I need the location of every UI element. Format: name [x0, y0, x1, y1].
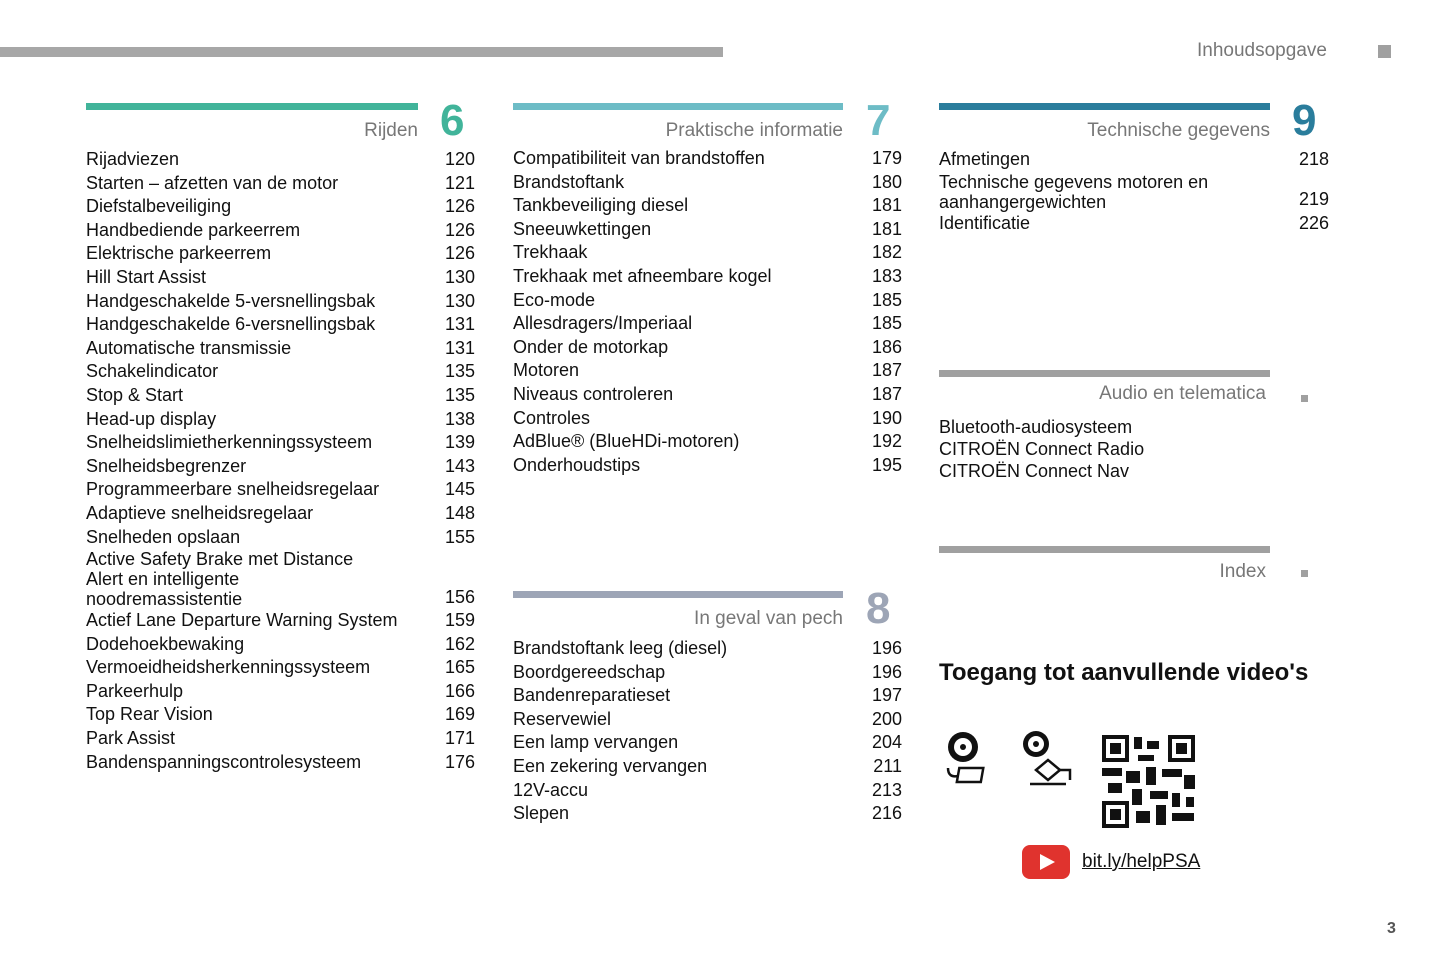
- toc-entry-page: 169: [444, 704, 475, 725]
- qr-code[interactable]: [1102, 735, 1195, 828]
- toc-entry[interactable]: [513, 802, 902, 826]
- toc-entry-title: Dodehoekbewaking: [86, 633, 245, 654]
- toc-entry-title: Bandenreparatieset: [513, 685, 671, 706]
- toc-entry[interactable]: [939, 148, 1329, 172]
- section-title: In geval van pech: [694, 608, 843, 629]
- toc-entry[interactable]: [513, 708, 902, 732]
- toc-entry[interactable]: [513, 684, 902, 708]
- toc-entry-title: Head-up display: [86, 408, 217, 429]
- toc-entry-page: 190: [871, 407, 902, 428]
- section-title: Index: [1219, 561, 1266, 582]
- section-title: Technische gegevens: [1087, 120, 1270, 141]
- toc-entry-page: 126: [444, 196, 475, 217]
- section-title: Praktische informatie: [665, 120, 843, 141]
- toc-entry[interactable]: [513, 218, 902, 242]
- toc-entry-page: 180: [871, 171, 902, 192]
- toc-entry[interactable]: [86, 549, 475, 609]
- toc-entry-title: CITROËN Connect Nav: [939, 461, 1130, 481]
- toc-entry-page: 143: [444, 455, 475, 476]
- toc-entry[interactable]: [939, 212, 1329, 236]
- toc-entry-title: Allesdragers/Imperiaal: [513, 313, 693, 334]
- toc-entry-title: Elektrische parkeerrem: [86, 243, 272, 264]
- toc-entry[interactable]: [86, 703, 475, 727]
- toc-entry-title: Schakelindicator: [86, 361, 219, 382]
- toc-entry-title: Controles: [513, 407, 591, 428]
- toc-entry-page: 204: [871, 732, 902, 753]
- toc-entry-page: 197: [871, 685, 902, 706]
- toc-entry-title: Stop & Start: [86, 384, 184, 405]
- videos-link[interactable]: bit.ly/helpPSA: [1082, 851, 1201, 872]
- toc-entry-page: 131: [444, 337, 475, 358]
- toc-entry-page: 120: [444, 149, 475, 169]
- toc-entry-title: Trekhaak met afneembare kogel: [513, 265, 772, 286]
- toc-entry[interactable]: [86, 384, 475, 408]
- toc-entry[interactable]: [86, 195, 475, 219]
- toc-entry-title: Brandstoftank leeg (diesel): [513, 638, 728, 658]
- toc-entry[interactable]: [513, 661, 902, 685]
- section-8-header: [513, 591, 843, 634]
- toc-entry-page: 162: [444, 633, 475, 654]
- toc-entry-title: Een zekering vervangen: [513, 755, 708, 776]
- toc-entry-page: 185: [871, 289, 902, 310]
- toc-entry[interactable]: [86, 455, 475, 479]
- index-marker: [1301, 570, 1308, 577]
- toc-entry-page: 126: [444, 219, 475, 240]
- toc-entry[interactable]: [513, 407, 902, 431]
- toc-entry-title: Rijadviezen: [86, 149, 180, 169]
- toc-entry[interactable]: [86, 502, 475, 526]
- section-9-list: [939, 148, 1329, 235]
- toc-entry-title: Identificatie: [939, 212, 1031, 233]
- toc-entry-title: Handgeschakelde 6-versnellingsbak: [86, 314, 376, 335]
- toc-entry-title: Adaptieve snelheidsregelaar: [86, 502, 314, 523]
- toc-entry[interactable]: [513, 265, 902, 289]
- toc-entry[interactable]: [513, 637, 902, 661]
- section-6-number: 6: [440, 96, 465, 145]
- toc-entry-title: Compatibiliteit van brandstoffen: [513, 148, 765, 168]
- toc-entry-title: Eco-mode: [513, 289, 596, 310]
- tyre-repair-kit-icon: [944, 730, 996, 788]
- toc-entry-title: Bandenspanningscontrolesysteem: [86, 751, 362, 772]
- toc-entry-page: 179: [871, 148, 902, 168]
- toc-entry-title: Hill Start Assist: [86, 266, 207, 287]
- toc-entry-title: Top Rear Vision: [86, 704, 213, 725]
- toc-entry[interactable]: [86, 172, 475, 196]
- toc-entry[interactable]: [86, 266, 475, 290]
- toc-entry-title: Onderhoudstips: [513, 454, 641, 475]
- toc-entry-page: 176: [444, 751, 475, 772]
- audio-marker: [1301, 395, 1308, 402]
- toc-entry-page: 183: [871, 265, 902, 286]
- section-9-header: [939, 103, 1270, 146]
- toc-entry-title: Trekhaak: [513, 242, 588, 263]
- toc-entry[interactable]: [939, 416, 1329, 438]
- toc-entry-title: Bluetooth-audiosysteem: [939, 417, 1133, 437]
- toc-entry-page: 218: [1298, 149, 1329, 169]
- toc-entry-title: Tankbeveiliging diesel: [513, 195, 689, 216]
- toc-entry-page: 165: [444, 657, 475, 678]
- toc-entry-title: Sneeuwkettingen: [513, 218, 652, 239]
- toc-entry-page: 187: [871, 360, 902, 381]
- section-color-bar: [86, 103, 418, 110]
- toc-entry-title: AdBlue® (BlueHDi-motoren): [513, 431, 740, 452]
- toc-entry-page: 211: [873, 755, 902, 776]
- section-title: Rijden: [364, 120, 418, 141]
- toc-entry-page: 135: [444, 361, 475, 382]
- toc-entry-title: Een lamp vervangen: [513, 732, 679, 753]
- section-6-list: [86, 148, 475, 774]
- toc-entry[interactable]: [86, 148, 475, 172]
- toc-entry-title: Niveaus controleren: [513, 383, 674, 404]
- audio-list: [939, 416, 1329, 482]
- toc-entry-title: Diefstalbeveiliging: [86, 196, 232, 217]
- section-color-bar: [939, 546, 1270, 553]
- toc-entry[interactable]: [86, 290, 475, 314]
- toc-entry[interactable]: [513, 289, 902, 313]
- toc-entry-title: Afmetingen: [939, 149, 1031, 169]
- toc-entry[interactable]: [86, 219, 475, 243]
- toc-entry[interactable]: [86, 242, 475, 266]
- section-7-number: 7: [866, 96, 891, 145]
- toc-entry-page: 187: [871, 383, 902, 404]
- section-color-bar: [513, 591, 843, 598]
- toc-entry-page: 130: [444, 266, 475, 287]
- toc-entry-title: Boordgereedschap: [513, 661, 666, 682]
- spare-wheel-jack-icon: [1020, 730, 1076, 788]
- toc-entry[interactable]: [513, 336, 902, 360]
- toc-entry[interactable]: [513, 147, 902, 171]
- toc-entry-title: Snelheidsbegrenzer: [86, 455, 247, 476]
- toc-entry[interactable]: [513, 755, 902, 779]
- toc-entry[interactable]: [86, 633, 475, 657]
- toc-entry[interactable]: [939, 438, 1329, 460]
- toc-entry[interactable]: [86, 680, 475, 704]
- toc-entry-page: 181: [871, 195, 902, 216]
- toc-entry-title: Snelheidslimietherkenningssysteem: [86, 432, 373, 453]
- toc-entry-title: Actief Lane Departure Warning System: [86, 610, 398, 631]
- toc-entry[interactable]: [86, 408, 475, 432]
- section-7-list: [513, 147, 902, 477]
- toc-entry-title: 12V-accu: [513, 779, 589, 800]
- toc-entry-title: Motoren: [513, 360, 580, 381]
- toc-entry-title: Snelheden opslaan: [86, 526, 241, 547]
- toc-entry-page: 219: [1298, 189, 1329, 209]
- toc-entry[interactable]: [86, 431, 475, 455]
- toc-entry-page: 182: [871, 242, 902, 263]
- section-color-bar: [513, 103, 843, 110]
- toc-entry-title: Technische gegevens motoren en aanhangergewichten: [939, 171, 1209, 212]
- toc-entry-page: 138: [444, 408, 475, 429]
- section-6-header: [86, 103, 418, 146]
- toc-entry-page: 216: [871, 803, 902, 824]
- toc-entry[interactable]: [86, 609, 475, 633]
- toc-entry-page: 192: [871, 431, 902, 452]
- toc-entry-page: 171: [444, 728, 475, 749]
- toc-entry-page: 196: [871, 638, 902, 658]
- toc-entry[interactable]: [86, 751, 475, 775]
- toc-entry-title: Programmeerbare snelheidsregelaar: [86, 479, 380, 500]
- toc-entry-title: Handbediende parkeerrem: [86, 219, 301, 240]
- toc-entry-page: 148: [444, 502, 475, 523]
- index-header[interactable]: [939, 546, 1270, 587]
- toc-entry-page: 226: [1298, 212, 1329, 233]
- toc-entry[interactable]: [513, 171, 902, 195]
- section-title: Audio en telematica: [1099, 383, 1266, 404]
- youtube-icon[interactable]: [1022, 845, 1070, 879]
- toc-entry-page: 159: [444, 610, 475, 631]
- toc-entry[interactable]: [86, 727, 475, 751]
- toc-entry[interactable]: [86, 656, 475, 680]
- toc-entry-title: Active Safety Brake met Distance Alert en intelligente noodremassistentie: [86, 549, 354, 610]
- toc-entry[interactable]: [513, 312, 902, 336]
- toc-entry[interactable]: [86, 337, 475, 361]
- toc-entry[interactable]: [939, 172, 1329, 212]
- toc-entry[interactable]: [513, 359, 902, 383]
- header-marker: [1378, 45, 1391, 58]
- audio-header: [939, 370, 1270, 409]
- videos-title: Toegang tot aanvullende video's: [939, 659, 1309, 686]
- toc-entry-title: Brandstoftank: [513, 171, 625, 192]
- toc-entry-page: 200: [871, 708, 902, 729]
- toc-entry-title: Automatische transmissie: [86, 337, 292, 358]
- toc-entry-page: 181: [871, 218, 902, 239]
- toc-entry[interactable]: [513, 779, 902, 803]
- toc-entry-page: 185: [871, 313, 902, 334]
- header-title: Inhoudsopgave: [1197, 40, 1327, 61]
- toc-entry-title: Handgeschakelde 5-versnellingsbak: [86, 290, 376, 311]
- toc-entry-page: 166: [444, 680, 475, 701]
- toc-entry-title: Vermoeidheidsherkenningssysteem: [86, 657, 371, 678]
- toc-entry-page: 145: [444, 479, 475, 500]
- toc-entry-page: 196: [871, 661, 902, 682]
- toc-entry[interactable]: [86, 360, 475, 384]
- section-8-list: [513, 637, 902, 826]
- page-number: 3: [1387, 920, 1396, 937]
- section-color-bar: [939, 370, 1270, 377]
- toc-entry[interactable]: [86, 313, 475, 337]
- section-8-number: 8: [866, 584, 891, 633]
- toc-entry-page: 195: [871, 454, 902, 475]
- toc-entry-page: 139: [444, 432, 475, 453]
- header-bar: [0, 47, 723, 57]
- toc-entry[interactable]: [513, 454, 902, 478]
- toc-entry-title: Starten – afzetten van de motor: [86, 172, 339, 193]
- toc-entry-page: 135: [444, 384, 475, 405]
- toc-entry-title: Parkeerhulp: [86, 680, 184, 701]
- toc-entry-title: Slepen: [513, 803, 570, 824]
- toc-entry[interactable]: [513, 194, 902, 218]
- toc-entry[interactable]: [513, 731, 902, 755]
- toc-entry-title: Onder de motorkap: [513, 336, 669, 357]
- toc-entry-page: 126: [444, 243, 475, 264]
- toc-entry-page: 121: [444, 172, 475, 193]
- toc-entry-page: 130: [444, 290, 475, 311]
- toc-entry[interactable]: [513, 430, 902, 454]
- toc-entry-page: 213: [871, 779, 902, 800]
- toc-entry-page: 155: [444, 526, 475, 547]
- toc-entry[interactable]: [939, 460, 1329, 482]
- toc-entry-title: Reservewiel: [513, 708, 612, 729]
- section-9-number: 9: [1292, 96, 1317, 145]
- toc-entry[interactable]: [513, 241, 902, 265]
- toc-entry-page: 186: [871, 336, 902, 357]
- toc-entry[interactable]: [86, 478, 475, 502]
- toc-entry-page: 156: [444, 586, 475, 607]
- toc-entry-title: Park Assist: [86, 728, 176, 749]
- section-color-bar: [939, 103, 1270, 110]
- toc-entry[interactable]: [513, 383, 902, 407]
- toc-entry-title: CITROËN Connect Radio: [939, 439, 1145, 459]
- toc-entry-page: 131: [444, 314, 475, 335]
- section-7-header: [513, 103, 843, 146]
- toc-entry[interactable]: [86, 526, 475, 550]
